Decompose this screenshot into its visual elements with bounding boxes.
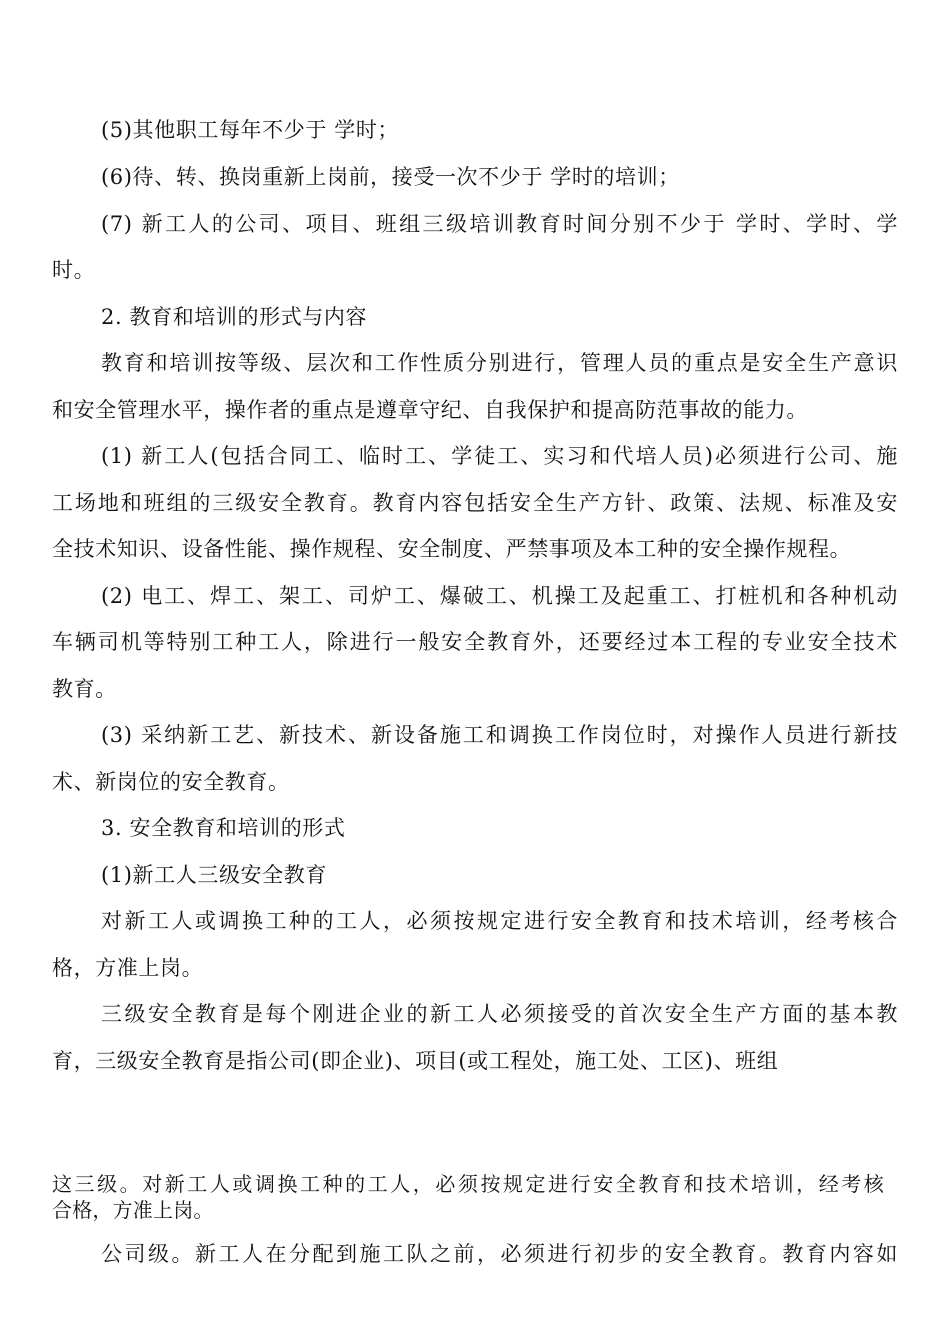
text-line: 对新工人或调换工种的工人，必须按规定进行安全教育和技术培训，经考核合 [101, 909, 898, 933]
text-line: 教育和培训按等级、层次和工作性质分别进行，管理人员的重点是安全生产意识 [101, 351, 898, 375]
text-line: (1) 新工人(包括合同工、临时工、学徒工、实习和代培人员)必须进行公司、施 [101, 444, 898, 468]
text-line: 工场地和班组的三级安全教育。教育内容包括安全生产方针、政策、法规、标准及安 [52, 491, 898, 515]
text-line: 和安全管理水平，操作者的重点是遵章守纪、自我保护和提高防范事故的能力。 [52, 398, 808, 422]
text-line: 三级安全教育是每个刚进企业的新工人必须接受的首次安全生产方面的基本教 [101, 1002, 898, 1026]
text-line: 全技术知识、设备性能、操作规程、安全制度、严禁事项及本工种的安全操作规程。 [52, 537, 852, 561]
text-line: 车辆司机等特别工种工人，除进行一般安全教育外，还要经过本工程的专业安全技术 [52, 630, 898, 654]
text-line: (6)待、转、换岗重新上岗前，接受一次不少于 学时的培训； [101, 165, 680, 189]
text-line: (7) 新工人的公司、项目、班组三级培训教育时间分别不少于 学时、学时、学 [101, 212, 898, 236]
subsection-heading: (1)新工人三级安全教育 [101, 863, 327, 887]
text-line: 术、新岗位的安全教育。 [52, 770, 290, 794]
text-line: 合格，方准上岗。 [52, 1198, 214, 1222]
text-line: 这三级。对新工人或调换工种的工人，必须按规定进行安全教育和技术培训，经考核 [52, 1172, 884, 1196]
text-line: (5)其他职工每年不少于 学时； [101, 118, 400, 142]
text-line: (3) 采纳新工艺、新技术、新设备施工和调换工作岗位时，对操作人员进行新技 [101, 723, 898, 747]
section-heading: 2. 教育和培训的形式与内容 [101, 305, 368, 329]
section-heading: 3. 安全教育和培训的形式 [101, 816, 346, 840]
text-line: 教育。 [52, 677, 117, 701]
text-line: (2) 电工、焊工、架工、司炉工、爆破工、机操工及起重工、打桩机和各种机动 [101, 584, 898, 608]
text-line: 公司级。新工人在分配到施工队之前，必须进行初步的安全教育。教育内容如 [101, 1242, 898, 1266]
text-line: 格，方准上岗。 [52, 956, 204, 980]
text-line: 时。 [52, 258, 96, 282]
text-line: 育，三级安全教育是指公司(即企业)、项目(或工程处，施工处、工区)、班组 [52, 1049, 779, 1073]
